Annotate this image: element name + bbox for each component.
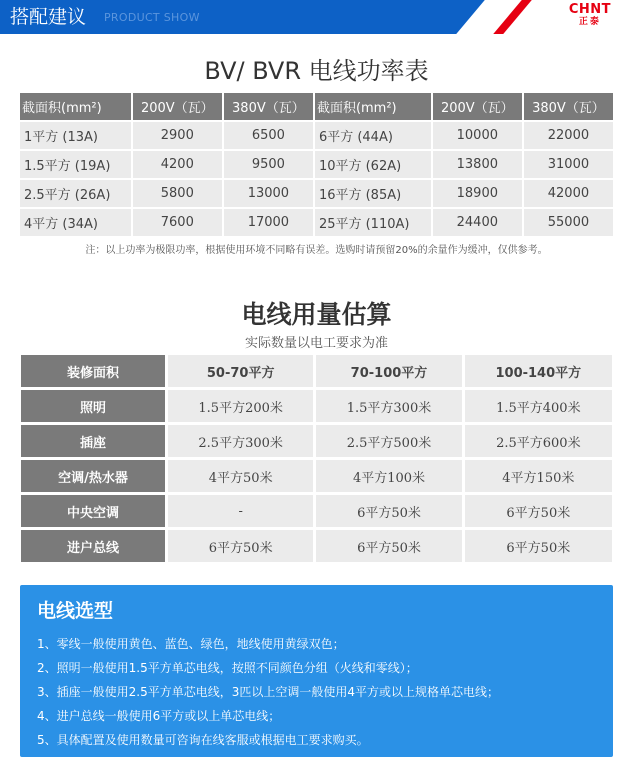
row-label: 插座	[21, 425, 165, 457]
usage-table-title: 电线用量估算	[241, 300, 392, 329]
table-row	[21, 460, 612, 492]
table-cell: 25平方 (110A)	[315, 209, 431, 236]
header-cell: 50-70平方	[168, 355, 313, 387]
table-cell: 6平方50米	[168, 530, 313, 562]
power-table-header-row	[20, 93, 613, 120]
list-item: 5、具体配置及使用数量可咨询在线客服或根据电工要求购买。	[37, 733, 369, 747]
list-item: 2、照明一般使用1.5平方单芯电线，按照不同颜色分组（火线和零线）；	[37, 661, 418, 675]
table-cell: 7600	[133, 209, 222, 236]
table-cell: 55000	[524, 209, 613, 236]
table-cell: 17000	[224, 209, 313, 236]
table-cell: 4平方150米	[465, 460, 612, 492]
table-row	[21, 390, 612, 422]
logo-wordmark: CHNT	[568, 2, 611, 17]
table-cell: 42000	[524, 180, 613, 207]
table-cell: 1.5平方 (19A)	[20, 151, 131, 178]
table-cell: 9500	[224, 151, 313, 178]
table-cell: 2.5平方300米	[168, 425, 313, 457]
table-cell: 16平方 (85A)	[315, 180, 431, 207]
table-cell: 2.5平方500米	[316, 425, 461, 457]
table-cell: 18900	[433, 180, 522, 207]
header-cell: 70-100平方	[316, 355, 461, 387]
table-cell: 13800	[433, 151, 522, 178]
table-cell: -	[168, 495, 313, 527]
table-cell: 6500	[224, 122, 313, 149]
table-cell: 2900	[133, 122, 222, 149]
table-row	[21, 495, 612, 527]
header-cell: 380V（瓦）	[524, 93, 613, 120]
header-cell: 截面积(mm²)	[20, 93, 131, 120]
logo-chinese: 正泰	[578, 17, 601, 27]
page-header	[0, 0, 633, 34]
usage-table	[18, 352, 615, 565]
table-cell: 24400	[433, 209, 522, 236]
table-cell: 1.5平方300米	[316, 390, 461, 422]
list-item: 1、零线一般使用黄色、蓝色、绿色，地线使用黄绿双色；	[37, 637, 345, 651]
wire-selection-panel	[20, 585, 613, 757]
row-label: 空调/热水器	[21, 460, 165, 492]
power-table-note: 注：以上功率为极限功率，根据使用环境不同略有误差。选购时请预留20%的余量作为缓冲，仅供参考。	[85, 245, 548, 256]
table-cell: 2.5平方600米	[465, 425, 612, 457]
table-cell: 6平方 (44A)	[315, 122, 431, 149]
table-cell: 6平方50米	[316, 530, 461, 562]
table-cell: 13000	[224, 180, 313, 207]
table-cell: 4平方100米	[316, 460, 461, 492]
list-item: 4、进户总线一般使用6平方或以上单芯电线；	[37, 709, 281, 723]
table-cell: 5800	[133, 180, 222, 207]
header-cell: 200V（瓦）	[133, 93, 222, 120]
section-title: 搭配建议	[10, 6, 87, 28]
table-row	[21, 425, 612, 457]
table-row	[20, 151, 613, 178]
list-item: 3、插座一般使用2.5平方单芯电线，3匹以上空调一般使用4平方或以上规格单芯电线；	[37, 685, 499, 699]
table-cell: 4200	[133, 151, 222, 178]
table-cell: 4平方 (34A)	[20, 209, 131, 236]
table-cell: 6平方50米	[465, 530, 612, 562]
section-subtitle: PRODUCT SHOW	[104, 11, 200, 24]
wire-selection-title: 电线选型	[37, 600, 114, 622]
wire-selection-list	[37, 632, 499, 752]
table-cell: 1.5平方200米	[168, 390, 313, 422]
table-row	[20, 122, 613, 149]
table-cell: 10000	[433, 122, 522, 149]
row-label: 进户总线	[21, 530, 165, 562]
table-cell: 31000	[524, 151, 613, 178]
table-row	[20, 180, 613, 207]
usage-table-subtitle: 实际数量以电工要求为准	[244, 336, 388, 351]
table-cell: 1平方 (13A)	[20, 122, 131, 149]
header-cell: 100-140平方	[465, 355, 612, 387]
table-cell: 4平方50米	[168, 460, 313, 492]
header-cell: 200V（瓦）	[433, 93, 522, 120]
table-row	[20, 209, 613, 236]
power-table	[18, 91, 615, 238]
table-cell: 6平方50米	[316, 495, 461, 527]
header-cell: 截面积(mm²)	[315, 93, 431, 120]
table-cell: 10平方 (62A)	[315, 151, 431, 178]
table-cell: 6平方50米	[465, 495, 612, 527]
table-cell: 1.5平方400米	[465, 390, 612, 422]
brand-logo	[569, 3, 611, 27]
row-label: 照明	[21, 390, 165, 422]
header-cell: 380V（瓦）	[224, 93, 313, 120]
row-label: 中央空调	[21, 495, 165, 527]
table-cell: 2.5平方 (26A)	[20, 180, 131, 207]
table-row	[21, 530, 612, 562]
header-cell: 装修面积	[21, 355, 165, 387]
power-table-title: BV/ BVR 电线功率表	[204, 57, 429, 85]
table-cell: 22000	[524, 122, 613, 149]
usage-table-header-row	[21, 355, 612, 387]
